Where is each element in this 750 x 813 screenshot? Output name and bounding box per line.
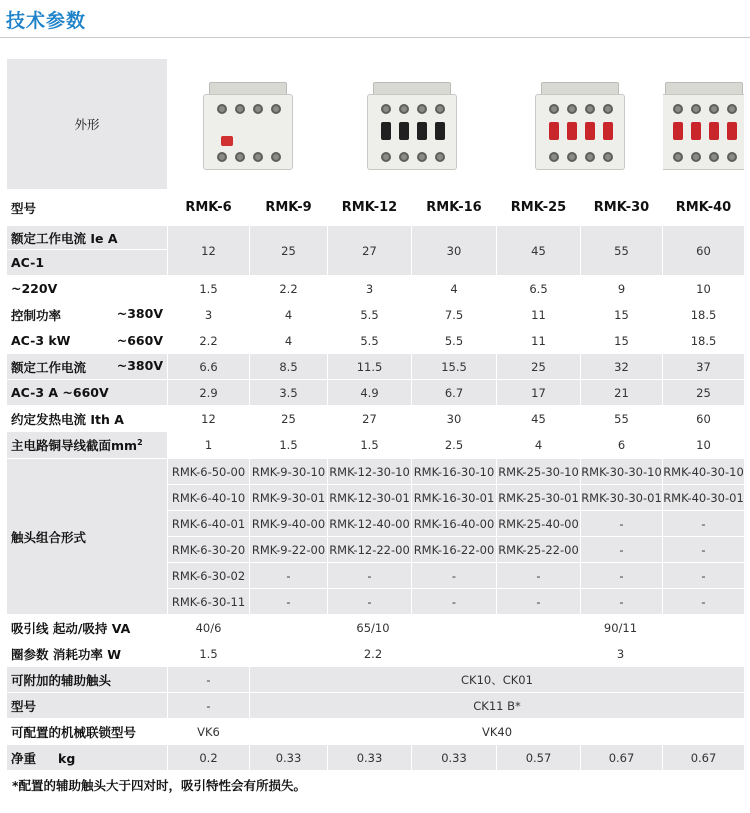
contact-cell: - [250, 589, 328, 615]
contact-cell: RMK-16-22-00 [412, 537, 497, 563]
spec-table [6, 58, 745, 771]
value-cell: 2.2 [250, 641, 497, 667]
contact-cell: RMK-6-30-02 [168, 563, 250, 589]
row-label [7, 432, 168, 459]
value-cell: VK6 [168, 719, 250, 745]
value-cell: 32 [581, 354, 663, 380]
contact-cell: RMK-12-30-10 [328, 459, 412, 485]
row-label: 可配置的机械联锁型号 [7, 719, 168, 745]
value-cell: - [168, 693, 250, 719]
row-label-suffix: ~660V [116, 333, 163, 348]
contact-cell: - [581, 537, 663, 563]
contact-cell: RMK-9-30-10 [250, 459, 328, 485]
contact-cell: RMK-12-40-00 [328, 511, 412, 537]
value-cell: 90/11 [497, 615, 745, 641]
value-cell: 4 [412, 276, 497, 302]
value-cell: CK10、CK01 [250, 667, 745, 693]
contact-cell: - [663, 589, 745, 615]
photo-cell-3 [497, 59, 663, 190]
value-cell: 60 [663, 226, 745, 276]
model-cell: RMK-12 [328, 190, 412, 226]
contact-cell: - [328, 589, 412, 615]
aux-contacts-row [7, 667, 745, 693]
value-cell: 11 [497, 328, 581, 354]
contact-cell: RMK-6-30-20 [168, 537, 250, 563]
value-cell: 25 [497, 354, 581, 380]
contact-cell: RMK-40-30-01 [663, 485, 745, 511]
value-cell: 0.67 [663, 745, 745, 771]
cross-section-row [7, 432, 745, 459]
model-cell: RMK-40 [663, 190, 745, 226]
value-cell: - [168, 667, 250, 693]
value-cell: 27 [328, 406, 412, 432]
row-label [7, 745, 168, 771]
value-cell: 45 [497, 406, 581, 432]
contact-cell: RMK-16-40-00 [412, 511, 497, 537]
model-cell: RMK-9 [250, 190, 328, 226]
contact-cell: RMK-25-30-10 [497, 459, 581, 485]
model-cell: RMK-30 [581, 190, 663, 226]
row-label [7, 302, 168, 328]
value-cell: VK40 [250, 719, 745, 745]
value-cell: 0.67 [581, 745, 663, 771]
row-label-main: 额定工作电流 [11, 359, 87, 375]
row-label: 额定工作电流 Ie A [7, 226, 168, 250]
value-cell: 25 [250, 406, 328, 432]
contact-cell: RMK-16-30-10 [412, 459, 497, 485]
contact-cell: - [328, 563, 412, 589]
contact-cell: RMK-9-22-00 [250, 537, 328, 563]
row-label: 型号 [7, 190, 168, 226]
value-cell: 27 [328, 226, 412, 276]
model-cell: RMK-16 [412, 190, 497, 226]
footnote: *配置的辅助触头大于四对时，吸引特性会有所损失。 [12, 778, 307, 793]
row-label: 吸引线 起动/吸持 VA [7, 615, 168, 641]
value-cell: 15 [581, 328, 663, 354]
value-cell: 25 [250, 226, 328, 276]
contactor-photo-1-icon [195, 76, 301, 172]
value-cell: 11 [497, 302, 581, 328]
appearance-label: 外形 [7, 59, 168, 190]
row-label-sup: 2 [137, 437, 143, 447]
ctrl-power-row [7, 302, 745, 328]
row-label-main: 控制功率 [11, 307, 62, 323]
contact-cell: RMK-9-30-01 [250, 485, 328, 511]
value-cell: 10 [663, 432, 745, 459]
contact-cell: - [663, 511, 745, 537]
contacts-row [7, 459, 745, 485]
aux-model-row [7, 693, 745, 719]
ac3kw-row [7, 328, 745, 354]
contact-cell: - [250, 563, 328, 589]
model-row [7, 190, 745, 226]
value-cell: 0.33 [250, 745, 328, 771]
coil-start-row [7, 615, 745, 641]
photo-cell-4 [663, 59, 745, 190]
row-label [7, 354, 168, 380]
contact-cell: RMK-12-22-00 [328, 537, 412, 563]
row-label: 约定发热电流 Ith A [7, 406, 168, 432]
row-label-main: 主电路铜导线截面mm [11, 438, 138, 453]
coil-power-row [7, 641, 745, 667]
value-cell: 12 [168, 226, 250, 276]
value-cell: 9 [581, 276, 663, 302]
value-cell: 1.5 [328, 432, 412, 459]
value-cell: 4 [250, 302, 328, 328]
page-title: 技术参数 [6, 10, 87, 32]
row-label: 可附加的辅助触头 [7, 667, 168, 693]
contactor-photo-2-icon [359, 76, 465, 172]
value-cell: 4.9 [328, 380, 412, 406]
contact-cell: RMK-30-30-01 [581, 485, 663, 511]
value-cell: 6 [581, 432, 663, 459]
contact-cell: - [412, 563, 497, 589]
contact-cell: RMK-9-40-00 [250, 511, 328, 537]
value-cell: 65/10 [250, 615, 497, 641]
value-cell: 2.2 [250, 276, 328, 302]
value-cell: 60 [663, 406, 745, 432]
value-cell: 18.5 [663, 302, 745, 328]
value-cell: 12 [168, 406, 250, 432]
value-cell: 45 [497, 226, 581, 276]
contact-cell: RMK-30-30-10 [581, 459, 663, 485]
value-cell: 17 [497, 380, 581, 406]
contact-cell: - [581, 563, 663, 589]
row-label-suffix: ~380V [116, 357, 163, 373]
value-cell: 1.5 [168, 276, 250, 302]
value-cell: 2.5 [412, 432, 497, 459]
row-label [7, 328, 168, 354]
ac3a-row [7, 380, 745, 406]
value-cell: 40/6 [168, 615, 250, 641]
contact-cell: RMK-40-30-10 [663, 459, 745, 485]
contact-cell: RMK-6-40-10 [168, 485, 250, 511]
contact-cell: - [497, 589, 581, 615]
row-label: AC-3 A ~660V [7, 380, 168, 406]
value-cell: 10 [663, 276, 745, 302]
appearance-row [7, 59, 745, 190]
value-cell: 1.5 [250, 432, 328, 459]
weight-row [7, 745, 745, 771]
contactor-photo-4-icon [663, 76, 745, 172]
model-cell: RMK-6 [168, 190, 250, 226]
value-cell: 18.5 [663, 328, 745, 354]
value-cell: 5.5 [328, 328, 412, 354]
contact-cell: RMK-16-30-01 [412, 485, 497, 511]
contact-cell: RMK-6-40-01 [168, 511, 250, 537]
value-cell: 15 [581, 302, 663, 328]
contact-cell: - [663, 537, 745, 563]
row-label: AC-1 [7, 250, 168, 276]
value-cell: 37 [663, 354, 745, 380]
value-cell: 11.5 [328, 354, 412, 380]
value-cell: 3 [328, 276, 412, 302]
value-cell: 30 [412, 406, 497, 432]
value-cell: 3.5 [250, 380, 328, 406]
value-cell: 2.9 [168, 380, 250, 406]
value-cell: 0.33 [412, 745, 497, 771]
rated-current-380-row [7, 354, 745, 380]
contact-cell: - [497, 563, 581, 589]
row-label-main: 净重 [11, 750, 37, 766]
contact-cell: - [581, 511, 663, 537]
row-label: 触头组合形式 [7, 459, 168, 615]
row-label-unit: kg [58, 750, 76, 766]
contact-cell: RMK-6-30-11 [168, 589, 250, 615]
contact-cell: RMK-6-50-00 [168, 459, 250, 485]
value-cell: 3 [168, 302, 250, 328]
contact-cell: RMK-25-40-00 [497, 511, 581, 537]
value-cell: 0.57 [497, 745, 581, 771]
value-cell: 4 [250, 328, 328, 354]
photo-cell-1 [168, 59, 328, 190]
row-label: 圈参数 消耗功率 W [7, 641, 168, 667]
value-cell: 25 [663, 380, 745, 406]
title-divider [0, 37, 750, 38]
model-cell: RMK-25 [497, 190, 581, 226]
row-label: ~220V [7, 276, 168, 302]
value-cell: 6.6 [168, 354, 250, 380]
value-cell: 1.5 [168, 641, 250, 667]
v220-row [7, 276, 745, 302]
value-cell: 2.2 [168, 328, 250, 354]
value-cell: 30 [412, 226, 497, 276]
interlock-row [7, 719, 745, 745]
row-label: 型号 [7, 693, 168, 719]
value-cell: CK11 B* [250, 693, 745, 719]
value-cell: 21 [581, 380, 663, 406]
value-cell: 55 [581, 226, 663, 276]
value-cell: 7.5 [412, 302, 497, 328]
value-cell: 0.2 [168, 745, 250, 771]
contact-cell: RMK-12-30-01 [328, 485, 412, 511]
thermal-row [7, 406, 745, 432]
contact-cell: - [412, 589, 497, 615]
rated-current-row [7, 226, 745, 250]
value-cell: 55 [581, 406, 663, 432]
contact-cell: RMK-25-22-00 [497, 537, 581, 563]
contact-cell: - [663, 563, 745, 589]
row-label-main: AC-3 kW [11, 333, 71, 348]
photo-cell-2 [328, 59, 497, 190]
value-cell: 1 [168, 432, 250, 459]
value-cell: 4 [497, 432, 581, 459]
value-cell: 5.5 [412, 328, 497, 354]
value-cell: 6.7 [412, 380, 497, 406]
row-label-suffix: ~380V [116, 305, 163, 321]
contact-cell: - [581, 589, 663, 615]
value-cell: 5.5 [328, 302, 412, 328]
value-cell: 3 [497, 641, 745, 667]
value-cell: 15.5 [412, 354, 497, 380]
value-cell: 6.5 [497, 276, 581, 302]
value-cell: 0.33 [328, 745, 412, 771]
value-cell: 8.5 [250, 354, 328, 380]
contact-cell: RMK-25-30-01 [497, 485, 581, 511]
contactor-photo-3-icon [527, 76, 633, 172]
